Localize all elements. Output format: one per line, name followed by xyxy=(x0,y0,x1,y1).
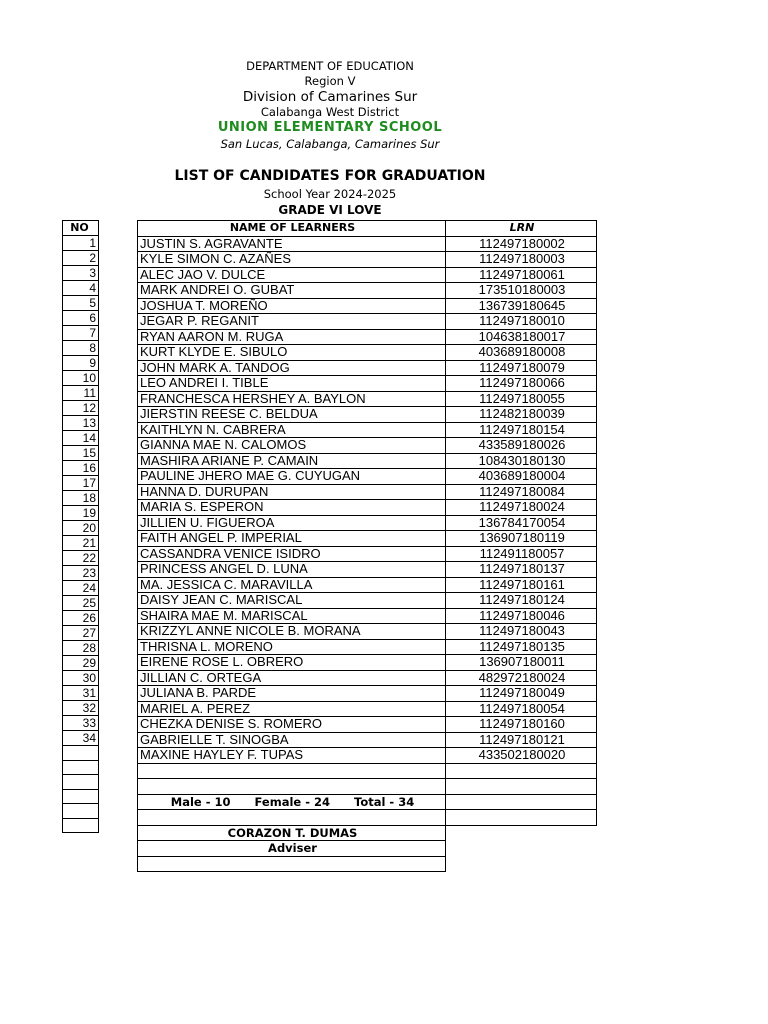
table-row xyxy=(138,655,597,671)
empty-cell xyxy=(138,856,446,872)
learner-name: JUSTIN S. AGRAVANTE xyxy=(138,236,446,252)
table-row xyxy=(138,701,597,717)
learner-name: MA. JESSICA C. MARAVILLA xyxy=(138,577,446,593)
learner-name: KURT KLYDE E. SIBULO xyxy=(138,345,446,361)
table-row xyxy=(138,500,597,516)
empty-cell xyxy=(138,763,446,779)
learner-lrn: 112497180049 xyxy=(446,686,597,702)
learner-lrn: 433589180026 xyxy=(446,438,597,454)
row-number: 28 xyxy=(63,641,99,656)
learner-name: JILLIEN U. FIGUEROA xyxy=(138,515,446,531)
learner-lrn: 136907180119 xyxy=(446,531,597,547)
learner-lrn: 112497180160 xyxy=(446,717,597,733)
learner-lrn: 112497180084 xyxy=(446,484,597,500)
district-heading: Calabanga West District xyxy=(260,105,400,119)
row-number: 25 xyxy=(63,596,99,611)
learner-lrn: 403689180008 xyxy=(446,345,597,361)
table-row xyxy=(138,562,597,578)
learner-name: LEO ANDREI I. TIBLE xyxy=(138,376,446,392)
learner-name: GIANNA MAE N. CALOMOS xyxy=(138,438,446,454)
learner-name: JOHN MARK A. TANDOG xyxy=(138,360,446,376)
learner-lrn: 112497180043 xyxy=(446,624,597,640)
table-row xyxy=(138,283,597,299)
table-row xyxy=(138,794,597,810)
row-number: 19 xyxy=(63,506,99,521)
learner-lrn: 112482180039 xyxy=(446,407,597,423)
row-number: 21 xyxy=(63,536,99,551)
learner-lrn: 112497180079 xyxy=(446,360,597,376)
learner-lrn: 433502180020 xyxy=(446,748,597,764)
row-number: 4 xyxy=(63,281,99,296)
learner-name: JEGAR P. REGANIT xyxy=(138,314,446,330)
empty-number-cell xyxy=(63,804,99,819)
learner-name: FAITH ANGEL P. IMPERIAL xyxy=(138,531,446,547)
table-row xyxy=(138,422,597,438)
learner-lrn: 112491180057 xyxy=(446,546,597,562)
table-row xyxy=(138,608,597,624)
division-heading: Division of Camarines Sur xyxy=(242,89,418,105)
row-number: 2 xyxy=(63,251,99,266)
empty-cell xyxy=(446,856,597,872)
learner-lrn: 112497180066 xyxy=(446,376,597,392)
row-number: 30 xyxy=(63,671,99,686)
row-number: 8 xyxy=(63,341,99,356)
learner-name: KYLE SIMON C. AZAÑES xyxy=(138,252,446,268)
table-row xyxy=(138,717,597,733)
learner-lrn: 112497180003 xyxy=(446,252,597,268)
school-address: San Lucas, Calabanga, Camarines Sur xyxy=(220,137,440,151)
table-row xyxy=(138,639,597,655)
learner-name: FRANCHESCA HERSHEY A. BAYLON xyxy=(138,391,446,407)
learner-lrn: 173510180003 xyxy=(446,283,597,299)
row-number: 3 xyxy=(63,266,99,281)
empty-cell xyxy=(138,810,446,826)
learner-name: MAXINE HAYLEY F. TUPAS xyxy=(138,748,446,764)
grade-section: GRADE VI LOVE xyxy=(278,203,382,217)
learner-lrn: 112497180054 xyxy=(446,701,597,717)
empty-number-cell xyxy=(63,818,99,833)
empty-cell xyxy=(446,763,597,779)
row-number: 5 xyxy=(63,296,99,311)
table-row xyxy=(138,469,597,485)
row-number: 16 xyxy=(63,461,99,476)
table-row xyxy=(138,531,597,547)
no-column-header: NO xyxy=(63,221,99,236)
empty-cell xyxy=(446,841,597,857)
learner-lrn: 104638180017 xyxy=(446,329,597,345)
row-number: 12 xyxy=(63,401,99,416)
row-number: 29 xyxy=(63,656,99,671)
table-row xyxy=(138,236,597,252)
table-row xyxy=(138,841,597,857)
table-row xyxy=(138,484,597,500)
row-number: 1 xyxy=(63,236,99,251)
row-number: 18 xyxy=(63,491,99,506)
row-number: 15 xyxy=(63,446,99,461)
row-number: 14 xyxy=(63,431,99,446)
learner-name: MARIA S. ESPERON xyxy=(138,500,446,516)
learner-name: JIERSTIN REESE C. BELDUA xyxy=(138,407,446,423)
table-row xyxy=(138,593,597,609)
school-year: School Year 2024-2025 xyxy=(263,187,397,201)
name-column-header: NAME OF LEARNERS xyxy=(138,221,446,237)
row-number: 24 xyxy=(63,581,99,596)
table-row xyxy=(138,438,597,454)
table-row xyxy=(138,376,597,392)
department-heading: DEPARTMENT OF EDUCATION xyxy=(246,59,414,73)
learner-name: PRINCESS ANGEL D. LUNA xyxy=(138,562,446,578)
learner-name: CASSANDRA VENICE ISIDRO xyxy=(138,546,446,562)
learner-lrn: 112497180154 xyxy=(446,422,597,438)
learner-name: KAITHLYN N. CABRERA xyxy=(138,422,446,438)
learner-name: CHEZKA DENISE S. ROMERO xyxy=(138,717,446,733)
number-column-table xyxy=(62,220,99,833)
table-row xyxy=(138,670,597,686)
learner-lrn: 112497180024 xyxy=(446,500,597,516)
learner-lrn: 112497180121 xyxy=(446,732,597,748)
table-row xyxy=(138,686,597,702)
row-number: 17 xyxy=(63,476,99,491)
table-row xyxy=(138,546,597,562)
learner-lrn: 108430180130 xyxy=(446,453,597,469)
table-row xyxy=(138,763,597,779)
learner-name: KRIZZYL ANNE NICOLE B. MORANA xyxy=(138,624,446,640)
learner-lrn: 112497180002 xyxy=(446,236,597,252)
learner-name: JOSHUA T. MOREÑO xyxy=(138,298,446,314)
table-row xyxy=(138,810,597,826)
learner-name: MARIEL A. PEREZ xyxy=(138,701,446,717)
empty-number-cell xyxy=(63,760,99,775)
empty-cell xyxy=(446,810,597,826)
table-row xyxy=(138,779,597,795)
learner-name: MARK ANDREI O. GUBAT xyxy=(138,283,446,299)
learner-name: RYAN AARON M. RUGA xyxy=(138,329,446,345)
learner-lrn: 403689180004 xyxy=(446,469,597,485)
row-number: 27 xyxy=(63,626,99,641)
region-heading: Region V xyxy=(304,74,356,88)
empty-number-cell xyxy=(63,789,99,804)
learners-table xyxy=(137,220,597,872)
learner-lrn: 112497180124 xyxy=(446,593,597,609)
row-number: 32 xyxy=(63,701,99,716)
table-row xyxy=(138,407,597,423)
learner-name: THRISNA L. MORENO xyxy=(138,639,446,655)
learner-name: DAISY JEAN C. MARISCAL xyxy=(138,593,446,609)
learner-name: JULIANA B. PARDE xyxy=(138,686,446,702)
table-row xyxy=(138,391,597,407)
table-row xyxy=(138,825,597,841)
table-row xyxy=(138,314,597,330)
learner-lrn: 112497180010 xyxy=(446,314,597,330)
learner-name: JILLIAN C. ORTEGA xyxy=(138,670,446,686)
table-row xyxy=(138,577,597,593)
table-row xyxy=(138,345,597,361)
empty-cell xyxy=(138,779,446,795)
adviser-name: CORAZON T. DUMAS xyxy=(138,825,446,841)
empty-cell xyxy=(446,794,597,810)
learner-lrn: 112497180137 xyxy=(446,562,597,578)
row-number: 20 xyxy=(63,521,99,536)
row-number: 11 xyxy=(63,386,99,401)
empty-number-cell xyxy=(63,746,99,761)
table-row xyxy=(138,252,597,268)
school-name: UNION ELEMENTARY SCHOOL xyxy=(217,120,443,135)
learner-lrn: 112497180161 xyxy=(446,577,597,593)
table-row xyxy=(138,360,597,376)
row-number: 23 xyxy=(63,566,99,581)
row-number: 26 xyxy=(63,611,99,626)
row-number: 6 xyxy=(63,311,99,326)
lrn-column-header: LRN xyxy=(446,221,597,237)
table-row xyxy=(138,453,597,469)
learner-name: ALEC JAO V. DULCE xyxy=(138,267,446,283)
row-number: 10 xyxy=(63,371,99,386)
learner-name: GABRIELLE T. SINOGBA xyxy=(138,732,446,748)
row-number: 22 xyxy=(63,551,99,566)
adviser-role: Adviser xyxy=(138,841,446,857)
table-row xyxy=(138,624,597,640)
learner-name: HANNA D. DURUPAN xyxy=(138,484,446,500)
learner-lrn: 136739180645 xyxy=(446,298,597,314)
table-row xyxy=(138,515,597,531)
gender-summary: Male - 10 Female - 24 Total - 34 xyxy=(138,794,446,810)
learner-lrn: 112497180061 xyxy=(446,267,597,283)
learner-lrn: 112497180055 xyxy=(446,391,597,407)
learner-name: MASHIRA ARIANE P. CAMAIN xyxy=(138,453,446,469)
learner-lrn: 136907180011 xyxy=(446,655,597,671)
learner-lrn: 112497180046 xyxy=(446,608,597,624)
row-number: 13 xyxy=(63,416,99,431)
page-title: LIST OF CANDIDATES FOR GRADUATION xyxy=(174,168,486,184)
row-number: 7 xyxy=(63,326,99,341)
table-row xyxy=(138,298,597,314)
table-row xyxy=(138,732,597,748)
learner-lrn: 136784170054 xyxy=(446,515,597,531)
learner-lrn: 482972180024 xyxy=(446,670,597,686)
learner-name: EIRENE ROSE L. OBRERO xyxy=(138,655,446,671)
learner-name: SHAIRA MAE M. MARISCAL xyxy=(138,608,446,624)
empty-cell xyxy=(446,779,597,795)
learner-lrn: 112497180135 xyxy=(446,639,597,655)
empty-number-cell xyxy=(63,775,99,790)
row-number: 33 xyxy=(63,716,99,731)
empty-cell xyxy=(446,825,597,841)
table-row xyxy=(138,856,597,872)
table-row xyxy=(138,329,597,345)
row-number: 31 xyxy=(63,686,99,701)
table-row xyxy=(138,748,597,764)
table-row xyxy=(138,267,597,283)
learner-name: PAULINE JHERO MAE G. CUYUGAN xyxy=(138,469,446,485)
row-number: 34 xyxy=(63,731,99,746)
row-number: 9 xyxy=(63,356,99,371)
